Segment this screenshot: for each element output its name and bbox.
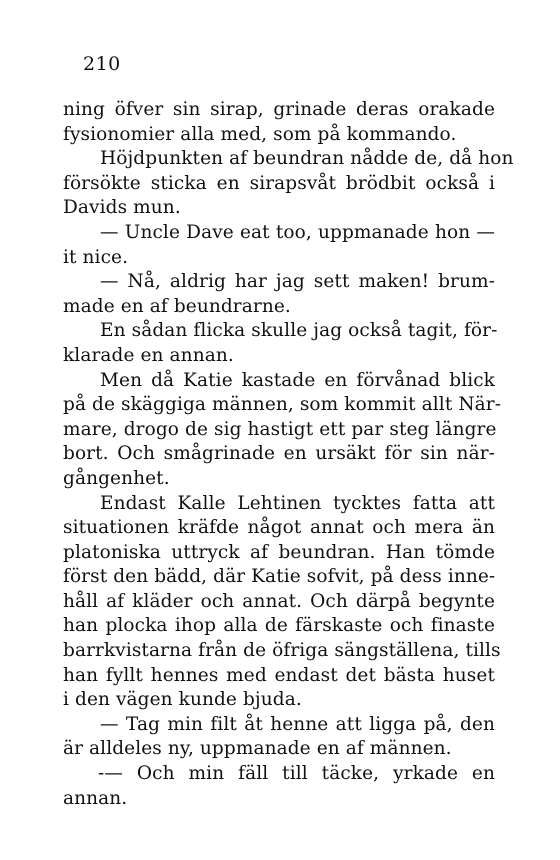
text-line: på de skäggiga männen, som kommit allt När- <box>63 394 502 416</box>
text-line: ning öfver sin sirap, grinade deras orakade <box>63 99 495 120</box>
text-line: — Uncle Dave eat too, uppmanade hon — <box>100 221 495 243</box>
text-line: Davids mun. <box>63 197 181 219</box>
text-line: han plocka ihop alla de färskaste och finaste <box>63 615 495 637</box>
text-line: barrkvistarna från de öfriga sängställena, tills <box>63 640 501 662</box>
text-line: mare, drogo de sig hastigt ett par steg längre <box>63 418 497 440</box>
text-line: gångenhet. <box>63 467 170 489</box>
text-line: — Tag min filt åt henne att ligga på, den <box>100 713 495 735</box>
text-line: made en af beundrarne. <box>63 295 291 317</box>
text-line: Endast Kalle Lehtinen tycktes fatta att <box>100 492 495 514</box>
text-line: annan. <box>63 787 128 809</box>
text-line: Höjdpunkten af beundran nådde de, då hon <box>100 148 514 170</box>
text-line: situationen kräfde något annat och mera än <box>63 517 495 539</box>
text-line: han fyllt hennes med endast det bästa huset <box>63 664 495 686</box>
text-line: platoniska uttryck af beundran. Han tömde <box>63 541 495 563</box>
text-line: i den vägen kunde bjuda. <box>63 689 302 711</box>
text-line: -— Och min fäll till täcke, yrkade en <box>98 763 495 785</box>
text-line: försökte sticka en sirapsvåt brödbit också i <box>63 172 495 194</box>
text-line: — Nå, aldrig har jag sett maken! brum- <box>100 271 495 293</box>
text-line: bort. Och smågrinade en ursäkt för sin när- <box>63 443 495 465</box>
text-line: först den bädd, där Katie sofvit, på dess inne- <box>63 566 496 588</box>
text-line: Men då Katie kastade en förvånad blick <box>100 369 495 391</box>
text-line: håll af kläder och annat. Och därpå begynte <box>63 590 495 612</box>
text-line: är alldeles ny, uppmanade en af männen. <box>63 738 452 760</box>
text-line: klarade en annan. <box>63 344 234 366</box>
body-text <box>63 98 514 811</box>
text-line: it nice. <box>63 246 129 268</box>
text-line: fysionomier alla med, som på kommando. <box>63 123 457 145</box>
page-number: 210 <box>83 53 121 75</box>
text-line: En sådan flicka skulle jag också tagit, för- <box>100 320 498 342</box>
